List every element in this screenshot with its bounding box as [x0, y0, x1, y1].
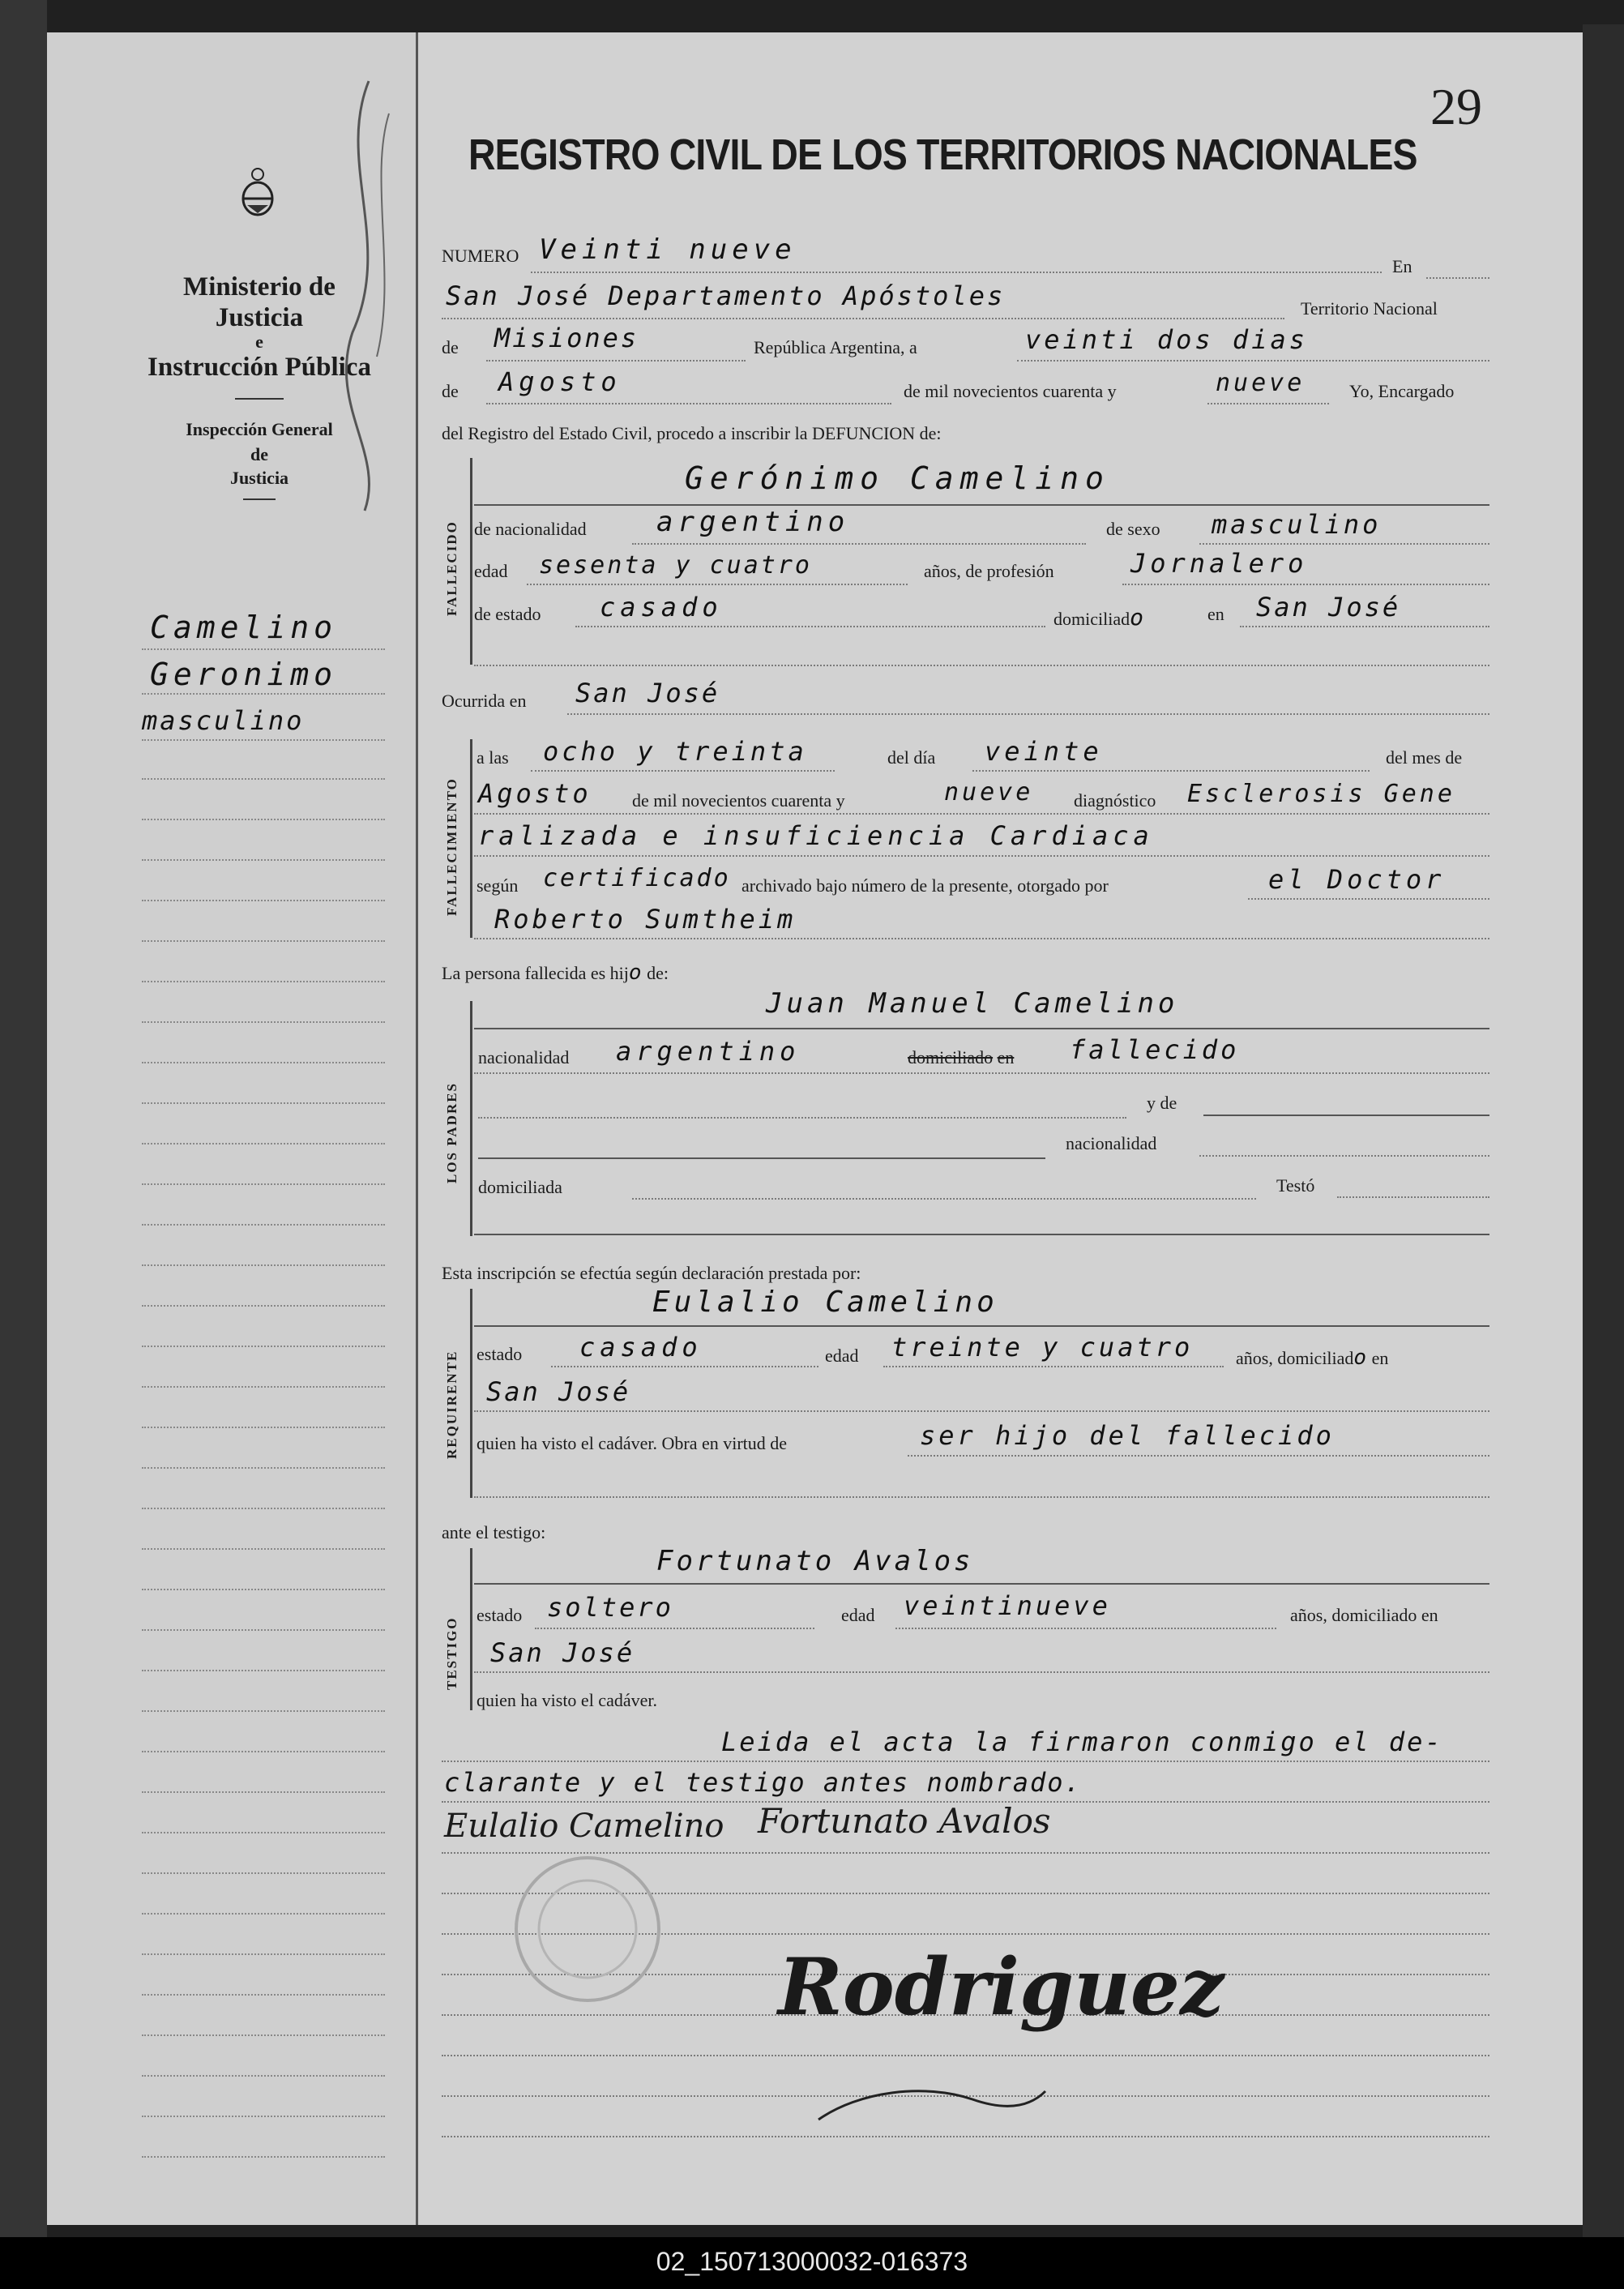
label-edad-test: edad [841, 1605, 875, 1625]
signature-testigo: Fortunato Avalos [758, 1801, 1051, 1841]
field-padre-domicilio: fallecido [1070, 1034, 1240, 1065]
ministry-divider-2 [243, 498, 276, 500]
footer-id: 02_150713000032-016373 [656, 2247, 968, 2276]
section-testigo: TESTIGO [444, 1616, 459, 1690]
label-del-dia: del día [887, 747, 936, 768]
line-madre-2 [1203, 1115, 1489, 1116]
margin-surname: Camelino [150, 610, 338, 645]
field-dia-fallec: veinte [985, 736, 1103, 767]
label-de-2: de [442, 381, 459, 401]
label-anos-dom [1236, 1346, 1388, 1370]
field-profesion: Jornalero [1130, 548, 1308, 579]
label-domiciliado [1053, 604, 1144, 631]
label-domiciliado-strike-text: domiciliado [908, 1047, 994, 1067]
ministry-sub1: Inspección General [186, 419, 333, 439]
field-nacionalidad: argentino [656, 506, 850, 538]
label-nacionalidad-padre: nacionalidad [478, 1047, 570, 1067]
field-domicilio: San José [1256, 592, 1401, 623]
line-ocurrida [567, 713, 1489, 715]
label-domiciliado-strike [908, 1047, 1014, 1068]
field-req-dom-suffix: o [1353, 1346, 1368, 1370]
label-nacionalidad-madre: nacionalidad [1066, 1133, 1157, 1153]
line-blank-7 [442, 2136, 1489, 2137]
field-dia: veinti dos dias [1025, 324, 1308, 355]
coat-of-arms-icon [239, 166, 276, 216]
label-en-padre: en [997, 1047, 1015, 1067]
line-padre-nac [474, 1072, 1489, 1074]
section-requirente: REQUIRENTE [444, 1350, 459, 1459]
line-req-extra [474, 1496, 1489, 1498]
field-hora: ocho y treinta [543, 736, 807, 767]
line-test-estado [535, 1628, 814, 1629]
line-madre [478, 1117, 1126, 1119]
label-ante: ante el testigo: [442, 1522, 546, 1542]
field-hijo-suffix: o [628, 961, 643, 985]
line-dia [1017, 360, 1489, 362]
field-cierre-1: Leida el acta la firmaron conmigo el de- [721, 1726, 1443, 1757]
bracket-fallecido [470, 458, 472, 665]
field-mes: Agosto [498, 366, 622, 397]
label-nacionalidad-1: de nacionalidad [474, 519, 587, 539]
label-edad-req: edad [825, 1346, 859, 1366]
label-quien: quien ha visto el cadáver. [477, 1690, 657, 1710]
book-edge [1583, 24, 1624, 2237]
field-sexo: masculino [1212, 509, 1382, 540]
field-estado: casado [600, 592, 723, 623]
line-hora [531, 770, 835, 772]
field-padre: Juan Manuel Camelino [766, 987, 1179, 1020]
label-del-mes: del mes de [1386, 747, 1463, 768]
label-persona [442, 961, 669, 985]
field-req-estado: casado [579, 1332, 703, 1363]
line-domicilio [1240, 626, 1489, 627]
label-a-las: a las [477, 747, 509, 768]
line-req-edad [883, 1366, 1224, 1367]
label-segun: según [477, 875, 519, 896]
label-republica: República Argentina, a [754, 337, 917, 357]
line-ano [1207, 403, 1329, 404]
ministry-line2: e [255, 332, 263, 352]
label-encargado: Yo, Encargado [1349, 381, 1455, 401]
line-nombre [474, 504, 1489, 506]
field-domiciliado-suffix: o [1130, 604, 1144, 631]
line-doctor-1 [1248, 898, 1489, 900]
field-mes-fallec: Agosto [478, 778, 592, 809]
field-edad: sesenta y cuatro [539, 551, 812, 580]
line-lugar [442, 318, 1284, 319]
line-madre-nac [478, 1157, 1045, 1159]
label-inscripcion: Esta inscripción se efectúa según declaración prestada por: [442, 1263, 861, 1283]
line-provincia [486, 360, 746, 362]
ministry-sub2: de [250, 444, 268, 464]
label-ocurrida: Ocurrida en [442, 691, 527, 711]
line-fallecido-extra [474, 665, 1489, 666]
label-testo: Testó [1276, 1175, 1315, 1196]
label-en-req: en [1371, 1348, 1389, 1368]
label-diagnostico: diagnóstico [1074, 790, 1156, 811]
field-req-edad: treinte y cuatro [891, 1332, 1194, 1363]
line-dia-fallec [972, 770, 1370, 772]
ministry-divider [235, 398, 284, 400]
field-ano: nueve [1216, 369, 1306, 397]
field-provincia: Misiones [494, 323, 639, 353]
book-binding [0, 0, 47, 2237]
signature-encargado: Rodriguez [778, 1941, 1224, 2033]
page-title: REGISTRO CIVIL DE LOS TERRITORIOS NACIONALES [468, 130, 1417, 179]
ministry-line1: Ministerio de Justicia [183, 272, 335, 332]
section-padres: LOS PADRES [444, 1081, 459, 1183]
line-nacionalidad [632, 543, 1086, 545]
line-req-domicilio [474, 1410, 1489, 1412]
line-profesion [1122, 584, 1489, 585]
line-test-domicilio [474, 1671, 1489, 1673]
label-domiciliado-text: domiciliad [1053, 609, 1130, 629]
line-testigo [474, 1583, 1489, 1585]
field-doctor-2: Roberto Sumtheim [494, 904, 797, 935]
field-nombre: Gerónimo Camelino [685, 460, 1110, 496]
field-diagnostico-1: Esclerosis Gene [1187, 780, 1455, 808]
margin-given-name: Geronimo [150, 657, 338, 692]
signature-requirente: Eulalio Camelino [444, 1808, 724, 1845]
field-numero: Veinti nueve [539, 233, 797, 266]
field-testigo: Fortunato Avalos [656, 1545, 974, 1577]
label-persona-text: La persona fallecida es hij [442, 963, 629, 983]
line-mes [486, 403, 891, 404]
label-estado-test: estado [477, 1605, 523, 1625]
margin-scribble [320, 65, 401, 519]
line-edad [527, 584, 908, 585]
label-domiciliada: domiciliada [478, 1177, 562, 1197]
label-mil-2: de mil novecientos cuarenta y [632, 790, 845, 811]
label-archivado: archivado bajo número de la presente, otorgado por [741, 875, 1109, 896]
line-cierre-1 [442, 1761, 1489, 1762]
label-numero: NUMERO [442, 246, 519, 266]
label-estado-1: de estado [474, 604, 541, 624]
field-lugar: San José Departamento Apóstoles [446, 280, 1006, 311]
line-numero [531, 272, 1382, 273]
line-padre [474, 1028, 1489, 1029]
field-requirente: Eulalio Camelino [652, 1286, 998, 1319]
bracket-testigo [470, 1548, 472, 1710]
line-req-estado [551, 1366, 818, 1367]
line-padres-end [474, 1234, 1489, 1235]
label-quien-obra: quien ha visto el cadáver. Obra en virtud de [477, 1433, 788, 1453]
line-doctor-2 [474, 938, 1489, 939]
label-de-colon: de: [647, 963, 669, 983]
label-edad-1: edad [474, 561, 508, 581]
label-anos-dom-text: años, domiciliad [1236, 1348, 1354, 1368]
field-test-domicilio: San José [490, 1637, 635, 1668]
field-cierre-2: clarante y el testigo antes nombrado. [444, 1767, 1082, 1798]
label-anos-dom-test: años, domiciliado en [1290, 1605, 1438, 1625]
line-diagnostico-2 [474, 855, 1489, 857]
label-registro: del Registro del Estado Civil, procedo a inscribir la DEFUNCION de: [442, 423, 942, 443]
line-req-obra [908, 1455, 1489, 1457]
line-sexo [1199, 543, 1489, 545]
line-domiciliada [632, 1198, 1256, 1200]
label-de-1: de [442, 337, 459, 357]
field-diagnostico-2: ralizada e insuficiencia Cardiaca [478, 820, 1154, 851]
field-ocurrida: San José [575, 678, 720, 708]
line-testo [1337, 1196, 1489, 1198]
field-req-domicilio: San José [486, 1376, 631, 1407]
ministry-sub3: Justicia [229, 468, 289, 488]
field-test-estado: soltero [547, 1592, 673, 1623]
label-estado-req: estado [477, 1344, 523, 1364]
label-profesion: años, de profesión [924, 561, 1054, 581]
field-certificado: certificado [543, 864, 731, 892]
line-diagnostico-1 [474, 813, 1489, 815]
line-en [1426, 277, 1489, 279]
field-ano-fallec: nueve [944, 778, 1034, 806]
field-doctor-1: el Doctor [1268, 864, 1446, 895]
field-req-obra: ser hijo del fallecido [920, 1420, 1335, 1451]
bracket-requirente [470, 1289, 472, 1498]
section-fallecido: FALLECIDO [444, 520, 459, 616]
bracket-fallecimiento [470, 739, 472, 938]
label-sexo: de sexo [1106, 519, 1160, 539]
field-test-edad: veintinueve [904, 1590, 1111, 1621]
line-estado [575, 626, 1045, 627]
label-y-de: y de [1147, 1093, 1177, 1113]
ministry-line3: Instrucción Pública [147, 353, 371, 382]
faded-stamp [511, 1852, 665, 2006]
label-mil: de mil novecientos cuarenta y [904, 381, 1117, 401]
line-madre-nac-2 [1199, 1155, 1489, 1157]
signature-flourish [810, 2075, 1053, 2132]
section-fallecimiento: FALLECIMIENTO [444, 777, 459, 916]
label-territorio: Territorio Nacional [1301, 298, 1438, 319]
field-padre-nacionalidad: argentino [616, 1036, 801, 1067]
margin-sex: masculino [142, 705, 305, 736]
page-number: 29 [1430, 78, 1482, 135]
line-test-edad [895, 1628, 1276, 1629]
line-requirente [474, 1325, 1489, 1327]
bracket-padres [470, 1001, 472, 1236]
line-blank-5 [442, 2055, 1489, 2056]
label-en-domicilio: en [1207, 604, 1224, 624]
label-en: En [1392, 256, 1412, 276]
